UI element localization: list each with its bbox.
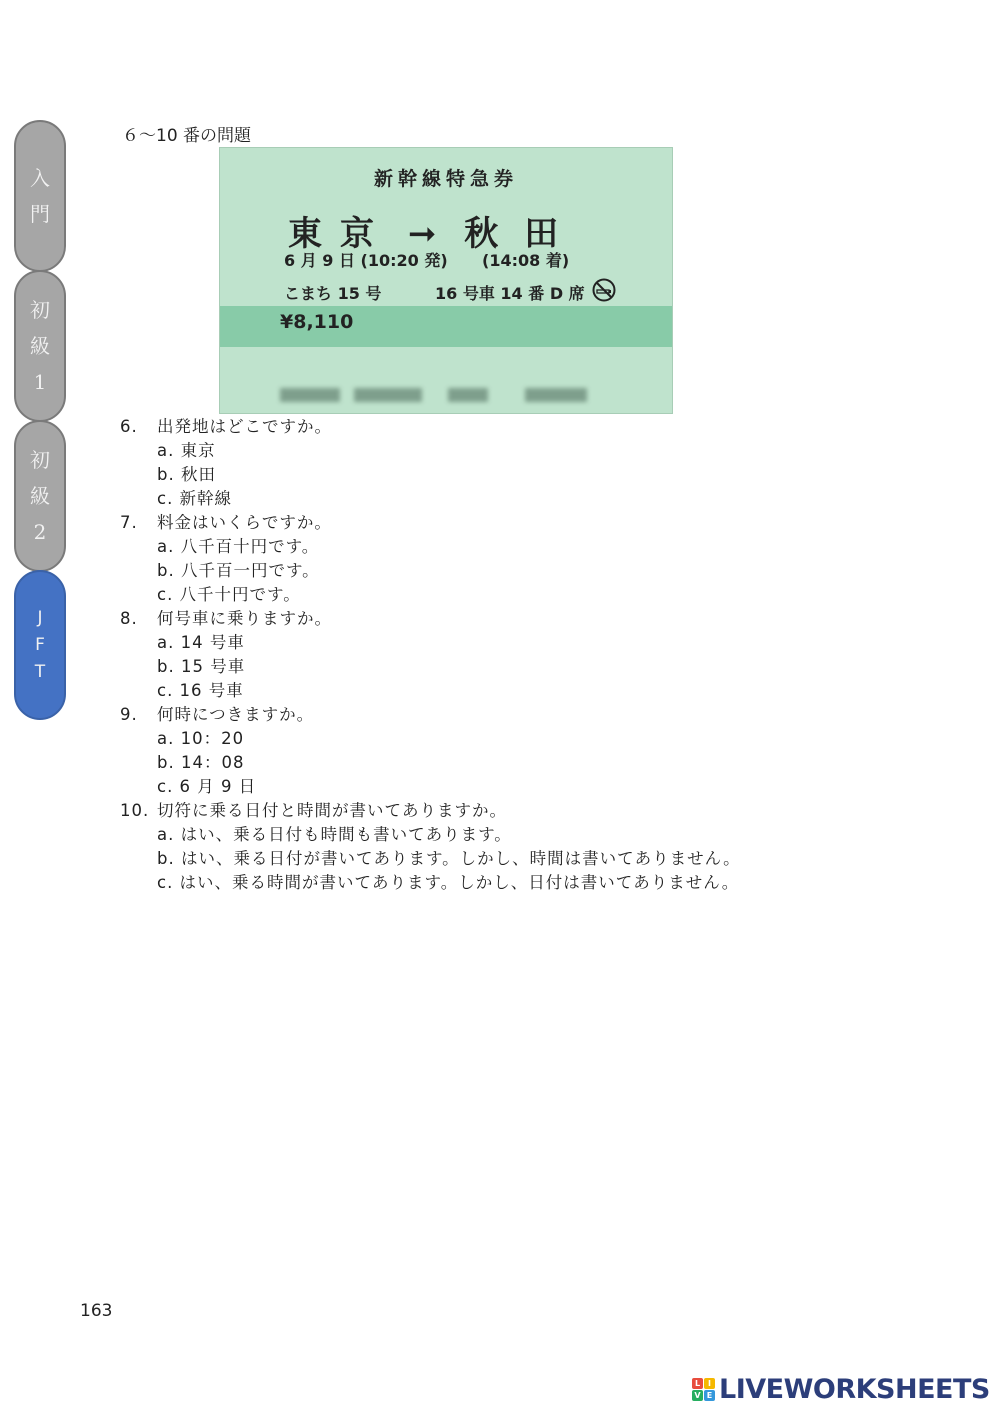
question-9 [120,703,741,727]
question-text: 何号車に乗りますか。 [157,609,332,628]
blurred-text [525,388,587,402]
option-8c[interactable]: c. 16 号車 [157,681,244,700]
option-6b[interactable]: b. 秋田 [157,465,216,484]
arrow-icon: ➞ [407,214,437,254]
question-number: 10. [120,801,150,820]
logo-mark [692,1378,715,1401]
tab-shokyu-1[interactable] [14,270,66,422]
logo-letter: E [704,1390,715,1401]
option-10b[interactable]: b. はい、乗る日付が書いてあります。しかし、時間は書いてありません。 [157,849,741,868]
option-8a[interactable]: a. 14 号車 [157,633,245,652]
option-10a[interactable]: a. はい、乗る日付も時間も書いてあります。 [157,825,512,844]
section-title: ６～10 番の問題 [122,126,252,146]
option-6c[interactable]: c. 新幹線 [157,489,233,508]
tab-char: 門 [30,202,50,226]
question-number: 6. [120,417,138,436]
logo-text: LIVEWORKSHEETS [719,1374,990,1405]
tab-char: T [34,661,46,682]
tab-char: J [37,607,43,628]
question-list [120,415,741,895]
option-9b[interactable]: b. 14：08 [157,753,245,772]
question-number: 8. [120,609,138,628]
ticket-price: ¥8,110 [280,311,354,333]
question-7 [120,511,741,535]
tab-char: 初 [30,448,50,472]
tab-char: 級 [30,484,50,508]
question-number: 9. [120,705,138,724]
ticket-date-departure: 6 月 9 日 (10:20 発) [284,251,448,270]
ticket-car-seat: 16 号車 14 番 D 席 [435,284,585,303]
option-9c[interactable]: c. 6 月 9 日 [157,777,257,796]
question-text: 出発地はどこですか。 [157,417,332,436]
question-10 [120,799,741,823]
ticket-to: 秋田 [464,214,585,254]
tab-char: 2 [33,520,47,544]
option-6a[interactable]: a. 東京 [157,441,216,460]
no-smoking-icon [592,278,616,302]
question-8 [120,607,741,631]
option-9a[interactable]: a. 10：20 [157,729,245,748]
tab-char: 1 [33,370,47,394]
ticket-train: こまち 15 号 [284,284,382,303]
question-text: 料金はいくらですか。 [157,513,332,532]
page-number: 163 [80,1301,113,1321]
question-6 [120,415,741,439]
liveworksheets-logo [692,1374,990,1405]
option-7b[interactable]: b. 八千百一円です。 [157,561,320,580]
blurred-text [448,388,488,402]
ticket-header: 新幹線特急券 [373,168,518,190]
ticket-from: 東京 [288,214,392,254]
tab-char: F [35,634,45,655]
tab-char: 級 [30,334,50,358]
option-7c[interactable]: c. 八千十円です。 [157,585,301,604]
option-10c[interactable]: c. はい、乗る時間が書いてあります。しかし、日付は書いてありません。 [157,873,740,892]
tab-char: 初 [30,298,50,322]
option-8b[interactable]: b. 15 号車 [157,657,246,676]
shinkansen-ticket [219,147,673,414]
logo-letter: V [692,1390,703,1401]
option-7a[interactable]: a. 八千百十円です。 [157,537,320,556]
tab-shokyu-2[interactable] [14,420,66,572]
question-text: 何時につきますか。 [157,705,315,724]
logo-letter: L [692,1378,703,1389]
logo-letter: I [704,1378,715,1389]
blurred-text [280,388,340,402]
ticket-arrival: (14:08 着) [482,251,570,270]
blurred-text [354,388,422,402]
question-text: 切符に乗る日付と時間が書いてありますか。 [157,801,507,820]
tab-nyumon[interactable] [14,120,66,272]
question-number: 7. [120,513,138,532]
tab-jft[interactable] [14,570,66,720]
tab-char: 入 [30,166,50,190]
